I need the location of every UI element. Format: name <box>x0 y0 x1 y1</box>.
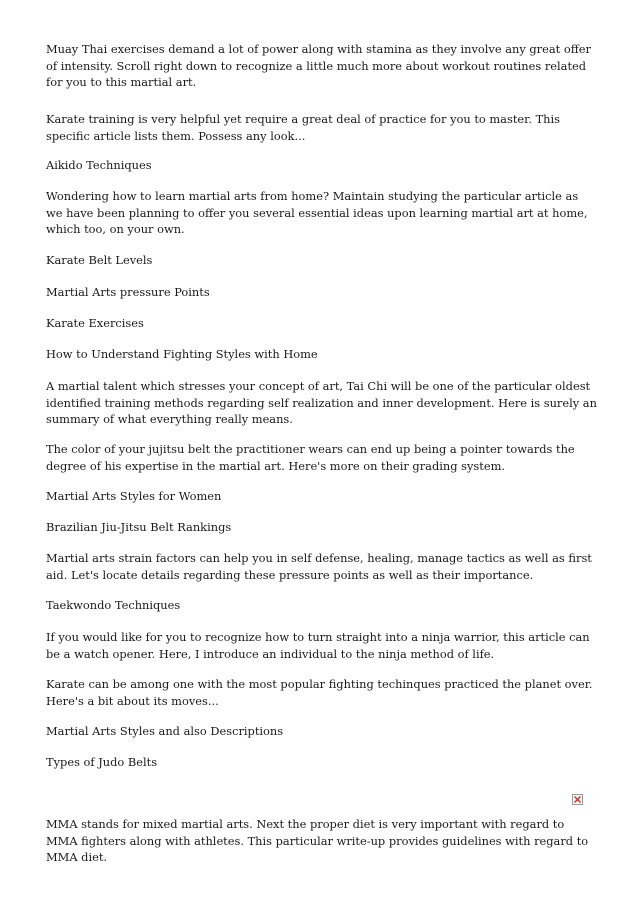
heading-styles-descriptions: Martial Arts Styles and also Descriptions <box>46 724 284 738</box>
paragraph-tai-chi: A martial talent which stresses your concept of art, Tai Chi will be one of the particular oldest identified training methods regarding self realization and inner development. Here is surely an summary of what everything really means. <box>46 379 597 427</box>
broken-image-icon <box>572 794 583 805</box>
heading-karate-exercises: Karate Exercises <box>46 316 144 330</box>
paragraph-muay-thai: Muay Thai exercises demand a lot of power along with stamina as they involve any great offer of intensity. Scroll right down to recognize a little much more about workout routines related for you to this martial art. <box>46 42 591 90</box>
heading-bjj-belt-rankings: Brazilian Jiu-Jitsu Belt Rankings <box>46 520 232 534</box>
heading-aikido-techniques: Aikido Techniques <box>46 158 152 172</box>
heading-taekwondo-techniques: Taekwondo Techniques <box>46 598 181 612</box>
heading-fighting-styles-home: How to Understand Fighting Styles with Home <box>46 347 318 361</box>
heading-judo-belts: Types of Judo Belts <box>46 755 158 769</box>
heading-pressure-points: Martial Arts pressure Points <box>46 285 210 299</box>
heading-karate-belt-levels: Karate Belt Levels <box>46 253 153 267</box>
paragraph-karate-popular: Karate can be among one with the most popular fighting techinques practiced the planet over. Here's a bit about its moves... <box>46 677 593 708</box>
paragraph-mma-diet: MMA stands for mixed martial arts. Next the proper diet is very important with regard to MMA fighters along with athletes. This particular write-up provides guidelines with regard to MMA diet. <box>46 817 589 865</box>
paragraph-karate-training: Karate training is very helpful yet require a great deal of practice for you to master. This specific article lists them. Possess any look... <box>46 112 560 143</box>
paragraph-strain-factors: Martial arts strain factors can help you in self defense, healing, manage tactics as well as first aid. Let's locate details regarding these pressure points as well as their importance. <box>46 551 592 582</box>
paragraph-learn-from-home: Wondering how to learn martial arts from home? Maintain studying the particular article as we have been planning to offer you several essential ideas upon learning martial art at home, which too, on your own. <box>46 189 588 237</box>
paragraph-jujitsu-belt: The color of your jujitsu belt the practitioner wears can end up being a pointer towards the degree of his expertise in the martial art. Here's more on their grading system. <box>46 442 575 473</box>
heading-styles-for-women: Martial Arts Styles for Women <box>46 489 222 503</box>
paragraph-ninja-warrior: If you would like for you to recognize how to turn straight into a ninja warrior, this article can be a watch opener. Here, I introduce an individual to the ninja method of life. <box>46 630 590 661</box>
